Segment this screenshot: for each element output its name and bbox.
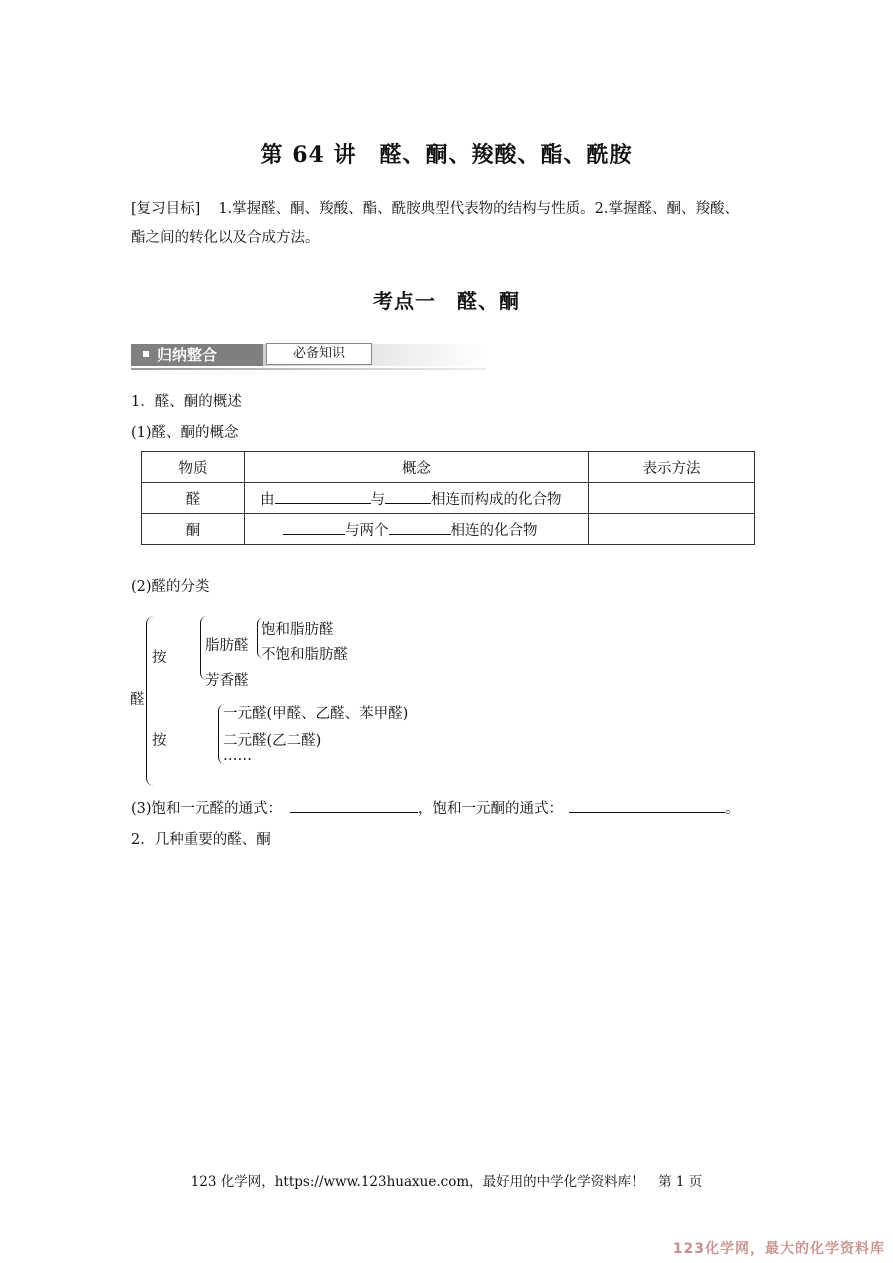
table-cell-name: 醛 [142, 483, 245, 514]
watermark: 123化学网，最大的化学资料库 [672, 1241, 885, 1257]
goals-line-1: 1.掌握醛、酮、羧酸、酯、酰胺典型代表物的结构与性质。2.掌握醛、酮、羧酸、 [218, 201, 739, 217]
tree-aliphatic: 脂肪醛 [205, 638, 249, 654]
item-1-heading: 1．醛、酮的概述 [131, 394, 242, 410]
tree-by-2: 按 [152, 733, 167, 749]
square-bullet-icon [143, 351, 149, 357]
cell-text: 与两个 [345, 522, 389, 539]
concept-table [141, 451, 755, 545]
tree-etc: …… [223, 748, 252, 764]
period: 。 [725, 801, 740, 817]
table-cell-notation [589, 514, 755, 545]
fill-blank[interactable] [569, 798, 725, 813]
tree-aromatic: 芳香醛 [205, 673, 249, 689]
tree-unsaturated: 不饱和脂肪醛 [261, 647, 348, 663]
cell-text: 相连的化合物 [450, 522, 538, 539]
banner-dark-label [131, 344, 263, 366]
table-cell-name: 酮 [142, 514, 245, 545]
table-header: 物质 [142, 452, 245, 483]
formula-aldehyde-label: (3)饱和一元醛的通式： [131, 801, 283, 817]
table-row [142, 514, 755, 545]
page-footer: 123 化学网，https://www.123huaxue.com，最好用的中学化学资料库！ 第 1 页 [190, 1174, 703, 1190]
fill-blank[interactable] [385, 489, 431, 504]
subitem-2: (2)醛的分类 [131, 579, 210, 595]
tree-saturated: 饱和脂肪醛 [261, 622, 334, 638]
formula-ketone-label: ，饱和一元酮的通式： [418, 801, 564, 817]
goals-label: [复习目标] [131, 201, 201, 217]
subitem-3 [131, 797, 740, 818]
cell-text: 由 [260, 491, 275, 508]
classification-tree [120, 610, 440, 790]
tree-di: 二元醛(乙二醛) [223, 733, 322, 749]
fill-blank[interactable] [283, 520, 345, 535]
section-banner [131, 341, 486, 369]
tree-by-1: 按 [152, 650, 167, 666]
banner-tag: 必备知识 [266, 343, 372, 365]
main-brace [146, 616, 155, 786]
cell-text: 相连而构成的化合物 [431, 491, 562, 508]
tree-root: 醛 [130, 692, 145, 708]
section-title: 考点一 醛、酮 [373, 289, 520, 313]
review-goals [131, 195, 771, 253]
item-2-heading: 2．几种重要的醛、酮 [131, 832, 271, 848]
subitem-1: (1)醛、酮的概念 [131, 425, 239, 441]
fill-blank[interactable] [275, 489, 371, 504]
tree-mono: 一元醛(甲醛、乙醛、苯甲醛) [223, 706, 409, 722]
cell-text: 与 [370, 491, 385, 508]
table-header: 概念 [245, 452, 589, 483]
banner-underline [131, 368, 486, 370]
fill-blank[interactable] [290, 798, 418, 813]
lesson-title: 第 64 讲 醛、酮、羧酸、酯、酰胺 [260, 142, 633, 168]
table-row [142, 483, 755, 514]
fill-blank[interactable] [389, 520, 451, 535]
table-cell-concept [245, 483, 589, 514]
goals-line-2: 酯之间的转化以及合成方法。 [131, 230, 320, 246]
table-header: 表示方法 [589, 452, 755, 483]
table-cell-notation [589, 483, 755, 514]
table-cell-concept [245, 514, 589, 545]
table-header-row [142, 452, 755, 483]
banner-left-text: 归纳整合 [157, 346, 218, 364]
